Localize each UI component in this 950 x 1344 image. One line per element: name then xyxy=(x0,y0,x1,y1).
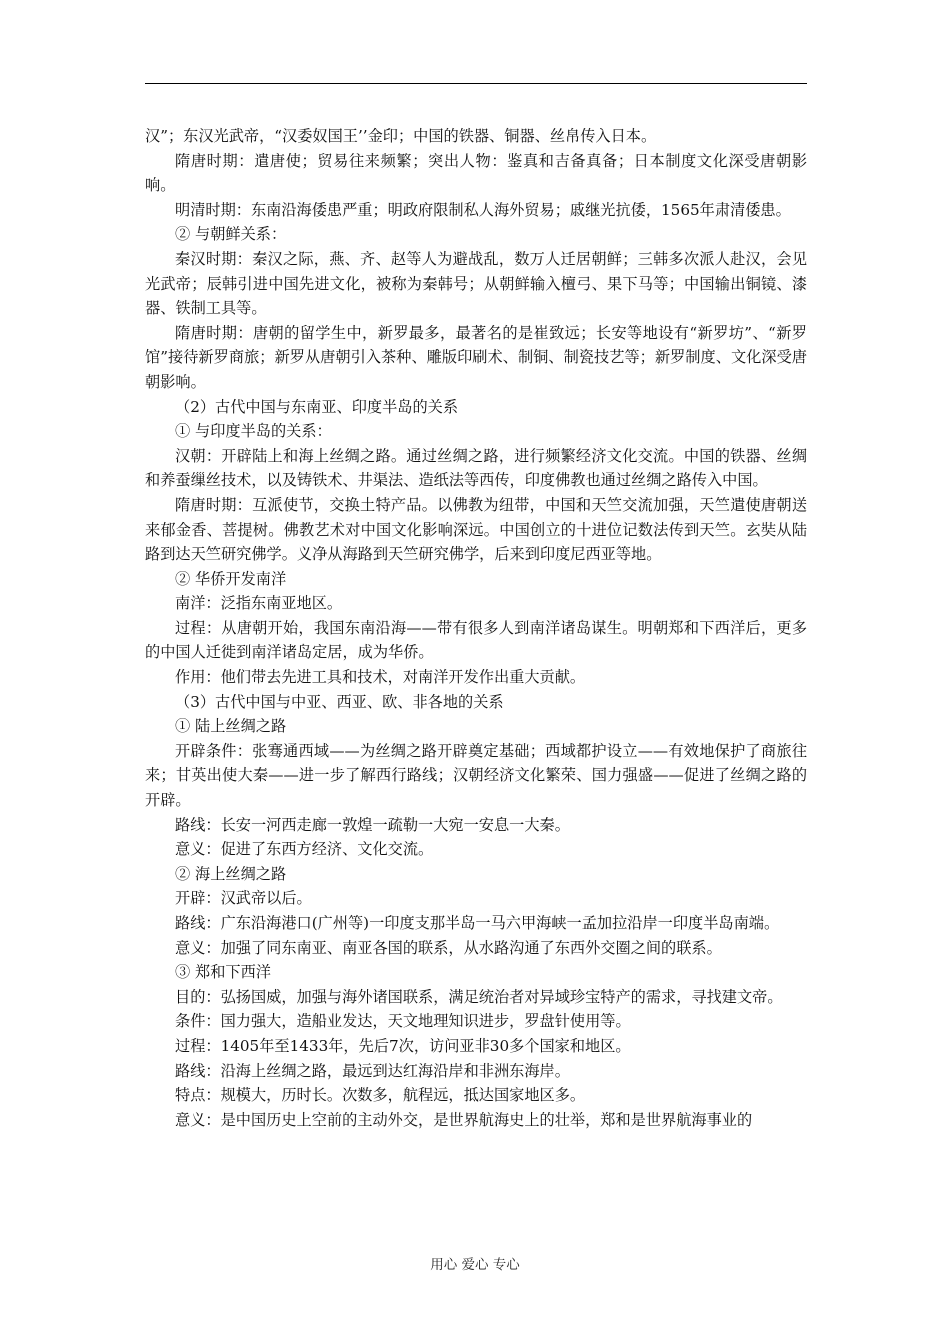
paragraph: （3）古代中国与中亚、西亚、欧、非各地的关系 xyxy=(175,692,504,711)
paragraph: ① 陆上丝绸之路 xyxy=(175,717,287,736)
paragraph: 目的：弘扬国威，加强与海外诸国联系，满足统治者对异域珍宝特产的需求，寻找建文帝。 xyxy=(175,987,783,1006)
paragraph: 汉朝：开辟陆上和海上丝绸之路。通过丝绸之路，进行频繁经济文化交流。中国的铁器、丝绸和养蚕缫丝技术，以及铸铁术、井渠法、造纸法等西传，印度佛教也通过丝绸之路传入中国。 xyxy=(145,446,807,490)
document-body xyxy=(145,124,807,1132)
paragraph: 意义：促进了东西方经济、文化交流。 xyxy=(175,840,434,859)
paragraph: 秦汉时期：秦汉之际，燕、齐、赵等人为避战乱，数万人迁居朝鲜；三韩多次派人赴汉，会见光武帝；辰韩引进中国先进文化，被称为秦韩号；从朝鲜输入檀弓、果下马等；中国输出铜镜、漆器、铁制工具等。 xyxy=(145,249,807,318)
paragraph: 意义：是中国历史上空前的主动外交，是世界航海史上的壮举，郑和是世界航海事业的 xyxy=(175,1110,753,1129)
paragraph: （2）古代中国与东南亚、印度半岛的关系 xyxy=(175,397,459,416)
paragraph: 路线：广东沿海港口(广州等)一印度支那半岛一马六甲海峡一孟加拉沿岸一印度半岛南端。 xyxy=(175,914,780,932)
paragraph: ③ 郑和下西洋 xyxy=(175,963,271,982)
paragraph: ① 与印度半岛的关系： xyxy=(175,422,332,441)
paragraph: 隋唐时期：唐朝的留学生中，新罗最多，最著名的是崔致远；长安等地设有“新罗坊”、“新罗馆”接待新罗商旅；新罗从唐朝引入茶种、雕版印刷术、制铜、制瓷技艺等；新罗制度、文化深受唐朝影响。 xyxy=(145,323,807,391)
paragraph: 作用：他们带去先进工具和技术，对南洋开发作出重大贡献。 xyxy=(175,668,586,687)
paragraph: 过程：1405年至1433年，先后7次，访问亚非30多个国家和地区。 xyxy=(175,1036,631,1055)
paragraph: 路线：长安一河西走廊一敦煌一疏勒一大宛一安息一大秦。 xyxy=(175,815,570,834)
paragraph: 隋唐时期：遣唐使；贸易往来频繁；突出人物：鉴真和吉备真备；日本制度文化深受唐朝影响。 xyxy=(145,151,807,195)
paragraph: 汉”；东汉光武帝，“汉委奴国王’’金印；中国的铁器、铜器、丝帛传入日本。 xyxy=(145,127,657,145)
paragraph: ② 与朝鲜关系： xyxy=(175,225,287,244)
paragraph: 路线：沿海上丝绸之路，最远到达红海沿岸和非洲东海岸。 xyxy=(175,1061,570,1080)
paragraph: 隋唐时期：互派使节，交换土特产品。以佛教为纽带，中国和天竺交流加强，天竺遣使唐朝送来郁金香、菩提树。佛教艺术对中国文化影响深远。中国创立的十进位记数法传到天竺。玄奘从陆路到达天竺研究佛学。义净从海路到天竺研究佛学，后来到印度尼西亚等地。 xyxy=(145,495,807,564)
paragraph: ② 华侨开发南洋 xyxy=(175,569,287,588)
paragraph: 意义：加强了同东南亚、南亚各国的联系，从水路沟通了东西外交圈之间的联系。 xyxy=(175,938,722,957)
paragraph: 特点：规模大，历时长。次数多，航程远，抵达国家地区多。 xyxy=(175,1086,586,1105)
paragraph: 开辟：汉武帝以后。 xyxy=(175,889,312,908)
paragraph: 南洋：泛指东南亚地区。 xyxy=(175,594,343,613)
paragraph: 条件：国力强大，造船业发达，天文地理知识进步，罗盘针使用等。 xyxy=(175,1012,631,1031)
paragraph: 过程：从唐朝开始，我国东南沿海——带有很多人到南洋诸岛谋生。明朝郑和下西洋后，更多的中国人迁徙到南洋诸岛定居，成为华侨。 xyxy=(145,618,807,662)
paragraph: 明清时期：东南沿海倭患严重；明政府限制私人海外贸易；戚继光抗倭，1565年肃清倭患。 xyxy=(175,200,791,219)
paragraph: 开辟条件：张骞通西域——为丝绸之路开辟奠定基础；西域都护设立——有效地保护了商旅往来；甘英出使大秦——进一步了解西行路线；汉朝经济文化繁荣、国力强盛——促进了丝绸之路的开辟。 xyxy=(145,741,807,810)
header-rule xyxy=(145,83,807,84)
paragraph: ② 海上丝绸之路 xyxy=(175,864,287,883)
page-footer: 用心 爱心 专心 xyxy=(430,1257,520,1273)
